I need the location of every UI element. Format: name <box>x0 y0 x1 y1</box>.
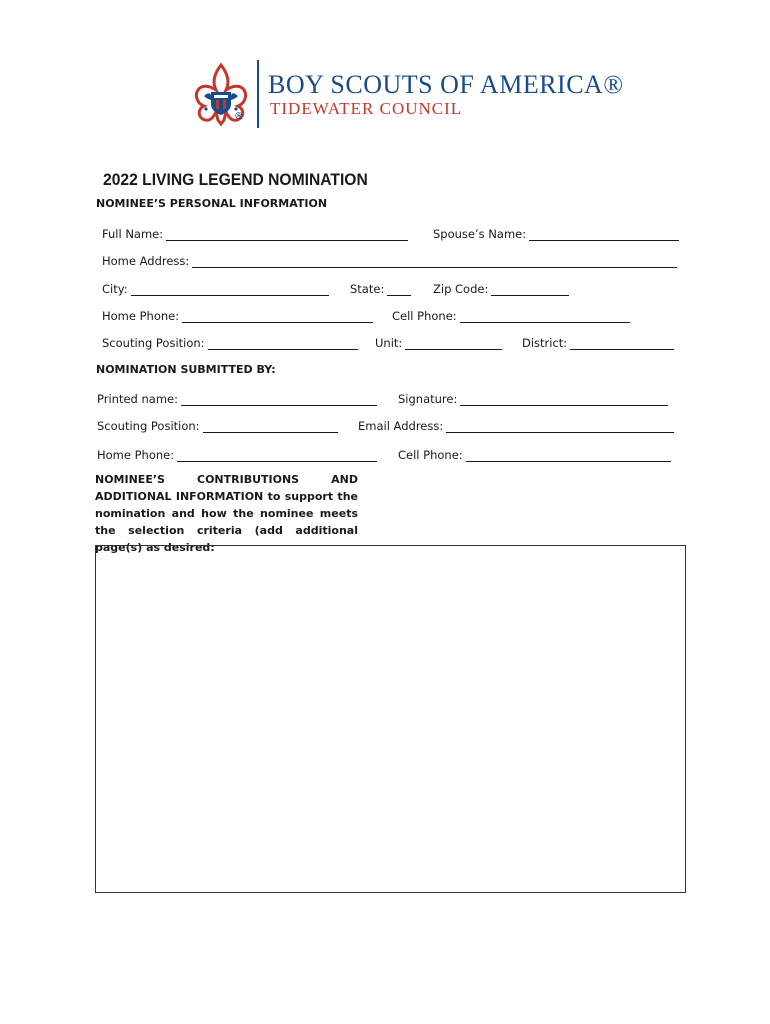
full-name-label: Full Name: <box>102 227 164 241</box>
submitter-scouting-position-field[interactable] <box>97 415 338 433</box>
nominee-section-heading: NOMINEE’S PERSONAL INFORMATION <box>96 197 328 210</box>
contributions-instructions: NOMINEE’S CONTRIBUTIONS AND ADDITIONAL INFORMATION to support the nomination and how the nominee meets the selection criteria (add additional page(s) as desired: <box>95 473 358 554</box>
submitter-home-phone-label: Home Phone: <box>97 448 175 462</box>
scouting-position-label: Scouting Position: <box>102 336 205 350</box>
submitter-home-phone-field[interactable] <box>97 444 377 462</box>
submitter-home-phone-input[interactable] <box>177 447 377 462</box>
email-address-label: Email Address: <box>358 419 444 433</box>
full-name-input[interactable] <box>166 226 408 241</box>
home-address-label: Home Address: <box>102 254 190 268</box>
signature-input[interactable] <box>460 391 668 406</box>
cell-phone-label: Cell Phone: <box>392 309 457 323</box>
cell-phone-input[interactable] <box>460 308 630 323</box>
district-field[interactable] <box>522 332 674 350</box>
submitter-cell-phone-input[interactable] <box>466 447 671 462</box>
zip-code-field[interactable] <box>433 278 569 296</box>
submitter-section-heading: NOMINATION SUBMITTED BY: <box>96 363 276 376</box>
district-input[interactable] <box>570 335 674 350</box>
city-label: City: <box>102 282 128 296</box>
home-phone-field[interactable] <box>102 305 373 323</box>
home-phone-label: Home Phone: <box>102 309 180 323</box>
council-name: TIDEWATER COUNCIL <box>270 99 463 118</box>
contributions-text-area[interactable] <box>95 545 686 893</box>
submitter-cell-phone-field[interactable] <box>398 444 671 462</box>
printed-name-label: Printed name: <box>97 392 178 406</box>
city-field[interactable] <box>102 278 329 296</box>
spouse-name-label: Spouse’s Name: <box>433 227 527 241</box>
city-input[interactable] <box>131 281 329 296</box>
state-field[interactable] <box>350 278 411 296</box>
signature-label: Signature: <box>398 392 458 406</box>
signature-field[interactable] <box>398 388 668 406</box>
cell-phone-field[interactable] <box>392 305 630 323</box>
scouting-position-input[interactable] <box>208 335 358 350</box>
unit-input[interactable] <box>405 335 502 350</box>
full-name-field[interactable] <box>102 223 408 241</box>
spouse-name-input[interactable] <box>529 226 679 241</box>
state-input[interactable] <box>387 281 411 296</box>
district-label: District: <box>522 336 568 350</box>
submitter-scouting-position-input[interactable] <box>203 418 338 433</box>
printed-name-input[interactable] <box>181 391 377 406</box>
unit-field[interactable] <box>375 332 502 350</box>
home-address-input[interactable] <box>192 253 677 268</box>
zip-code-input[interactable] <box>491 281 569 296</box>
registered-mark: ® <box>234 111 244 122</box>
logo-divider <box>257 60 259 128</box>
home-address-field[interactable] <box>102 250 677 268</box>
org-name: BOY SCOUTS OF AMERICA® <box>268 70 624 99</box>
email-address-field[interactable] <box>358 415 674 433</box>
unit-label: Unit: <box>375 336 403 350</box>
email-address-input[interactable] <box>446 418 674 433</box>
spouse-name-field[interactable] <box>433 223 679 241</box>
state-label: State: <box>350 282 385 296</box>
zip-code-label: Zip Code: <box>433 282 489 296</box>
home-phone-input[interactable] <box>182 308 373 323</box>
submitter-scouting-position-label: Scouting Position: <box>97 419 200 433</box>
scouting-position-field[interactable] <box>102 332 358 350</box>
printed-name-field[interactable] <box>97 388 377 406</box>
form-title: 2022 LIVING LEGEND NOMINATION <box>103 170 368 189</box>
submitter-cell-phone-label: Cell Phone: <box>398 448 463 462</box>
